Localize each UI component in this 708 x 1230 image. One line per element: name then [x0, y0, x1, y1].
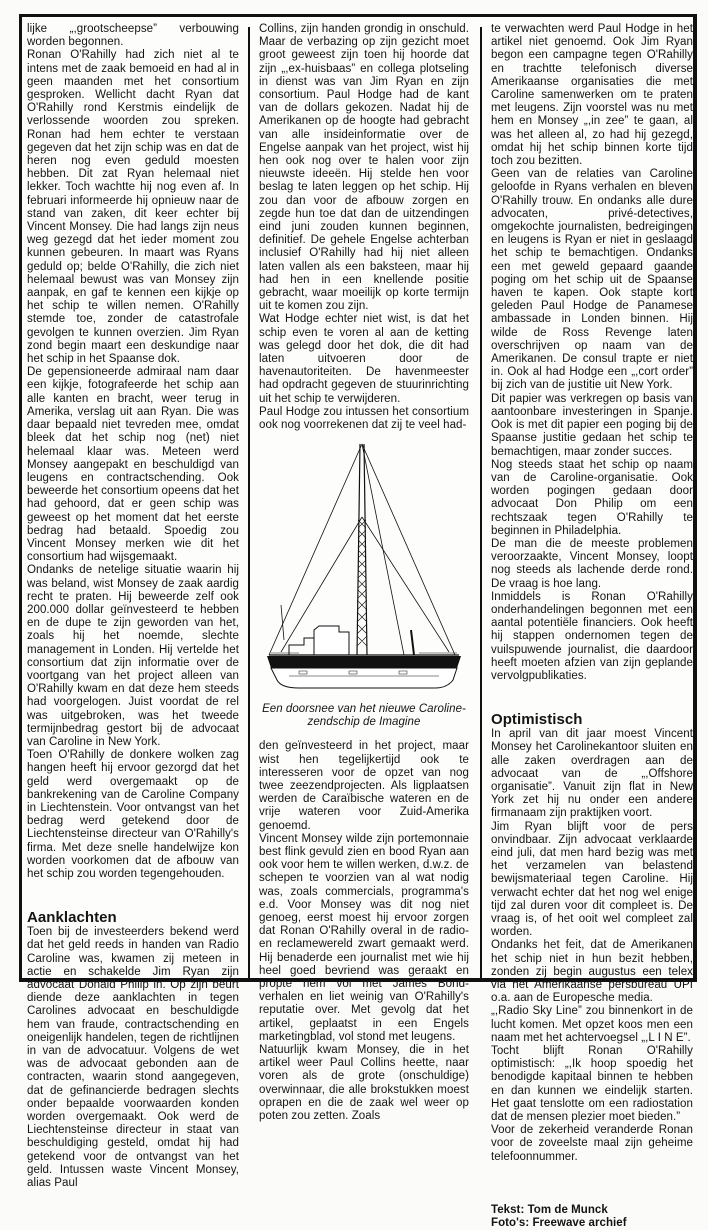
ship-illustration — [259, 440, 469, 700]
paragraph: Jim Ryan blijft voor de pers onvindbaar. Zijn advocaat verklaarde eind juli, dat men hard bezig was met het verzamelen van belastend bewijsmateriaal tegen Caroline. Hij verwacht echter dat het nog wel enige tijd zal duren voor dit compleet is. De vraag is, of het ooit wel compleet zal worden. — [491, 820, 693, 939]
column-divider — [248, 27, 250, 978]
article-credits — [491, 1204, 693, 1230]
paragraph: De man die de meeste problemen veroorzaakte, Vincent Monsey, loopt nog steeds als lachende derde rond. De vraag is hoe lang. — [491, 537, 693, 590]
caption-line: Een doorsnee van het nieuwe Caroline- — [262, 703, 466, 716]
paragraph: Ondanks het feit, dat de Amerikanen het schip niet in hun bezit hebben, zonden zij begin augustus een telex via het Amerikaanse persbureau UPI o.a. aan de Europesche media. — [491, 939, 693, 1005]
article-column-3 — [491, 17, 693, 1229]
paragraph: „,Radio Sky Line” zou binnenkort in de lucht komen. Met opzet koos men een naam met het achtervoegsel „,L I N E”. — [491, 1005, 693, 1044]
article-column-2 — [259, 17, 469, 1122]
paragraph: Vincent Monsey wilde zijn portemonnaie best flink gevuld zien en bood Ryan aan ook voor hem te willen werken, d.w.z. de schepen te voorzien van al wat nodig was, zoals commercials, programma's e.d. Voor Monsey was dit nog niet genoeg, eerst moest hij ervoor zorgen dat Ronan O'Rahilly overal in de radio- en reclamewereld zwart gemaakt werd. Hij benaderde een journalist met wie hij heel goed bevriend was geraakt en propte hem vol met James Bond-verhalen en liet weinig van O'Rahilly's reputatie over. Met gevolg dat het artikel, geplaatst in een Engels marketingblad, vol stond met leugens. — [259, 832, 469, 1043]
section-heading-optimistisch: Optimistisch — [491, 711, 583, 729]
paragraph: In april van dit jaar moest Vincent Monsey het Carolinekantoor sluiten en alle zaken overdragen aan de advocaat van de „,Offshore organisatie”. Vanuit zijn flat in New York zet hij nu onder een andere firmanaam zijn praktijken voort. — [491, 728, 693, 820]
paragraph: Collins, zijn handen grondig in onschuld. Maar de verbazing op zijn gezicht moet groot geweest zijn toen hij hoorde dat zijn „,ex-huisbaas” en collega plotseling in dienst was van Jim Ryan en zijn consortium. Paul Hodge had de kant van de dollars gekozen. Nadat hij de Amerikanen op de hoogte had gebracht van alle insideinformatie over de Engelse aanpak van het project, wist hij hen ook nog over te halen voor zijn nieuwste ideeën. Hij stelde hen voor beslag te laten leggen op het schip. Hij zou dan voor de afbouw zorgen en zegde hun toe dat dan de uitzendingen eind juni zouden kunnen beginnen, definitief. De gehele Engelse achterban inclusief O'Rahilly had hij niet alleen laten vallen als een baksteen, maar hij had hen in een knellende positie gebracht, waar moeilijk op korte termijn uit te komen zou zijn. — [259, 23, 469, 313]
text-credit: Tekst: Tom de Munck — [491, 1203, 608, 1216]
paragraph: Wat Hodge echter niet wist, is dat het schip even te voren al aan de ketting was gelegd door het dok, die dit had laten uitvoeren door de havenautoriteiten. De havenmeester had opdracht gegeven de stuurinrichting uit het schip te verwijderen. — [259, 313, 469, 405]
paragraph: Toen O'Rahilly de donkere wolken zag hangen heeft hij ervoor gezorgd dat het geld werd overgemaakt op de bankrekening van de Caroline Company in Liechtenstein. Voor ontvangst van het bedrag werd getekend door de Liechtensteinse directeur van O'Rahilly's firma. Met deze snelle handelwijze kon worden voorkomen dat de afbouw van het schip zou worden tegengehouden. — [27, 749, 239, 880]
photo-credit: Foto's: Freewave archief — [491, 1216, 627, 1229]
paragraph: Tocht blijft Ronan O'Rahilly optimistisch: „,Ik hoop spoedig het benodigde kapitaal binnen te hebben en dan kunnen we eindelijk starten. Het gaat tenslotte om een radiostation dat de mensen plezier moet bieden.” — [491, 1045, 693, 1124]
paragraph: Ondanks de netelige situatie waarin hij was beland, wist Monsey de zaak aardig recht te praten. Hij beweerde zelf ook 200.000 dollar geïnvesteerd te hebben en de dupe te zijn geworden van het, zoals hij het noemde, slechte management in Londen. Hij vertelde het consortium dat zijn informatie over de voortgang van het project alleen van O'Rahilly kwam en dat deze hem steeds had voorgelogen. Juist voordat de rel was uitgebroken, was het tweede termijnbedrag gestort bij de advocaat van Caroline in New York. — [27, 564, 239, 748]
article-frame — [19, 14, 697, 1229]
paragraph: Geen van de relaties van Caroline geloofde in Ryans verhalen en bleven O'Rahilly trouw. En ondanks alle dure advocaten, privé-detectives, omgekochte journalisten, bedreigingen en leugens is Ryan er niet in geslaagd het schip te bemachtigen. Ondanks een met geweld gepaard gaande poging om het schip uit de Spaanse haven te kapen. Ook stapte kort geleden Paul Hodge de Panamese ambassade in Londen binnen. Hij wilde de Ross Revenge laten overschrijven op naam van de Amerikanen. De consul trapte er niet in. Ook al had Hodge een „,cort order” bij zich van de justitie uit New York. — [491, 168, 693, 392]
paragraph: Natuurlijk kwam Monsey, die in het artikel weer Paul Collins heette, naar voren als de grote (onschuldige) overwinnaar, die alle brokstukken moest oprapen en die de zaak wel weer op poten zou zetten. Zoals — [259, 1043, 469, 1122]
article-column-1 — [27, 17, 239, 1190]
paragraph: Ronan O'Rahilly had zich niet al te intens met de zaak bemoeid en had al in geen maanden met het consortium gesproken. Wellicht dacht Ryan dat O'Rahilly rond Kerstmis eindelijk de verlossende woorden zou spreken. Ronan had hem echter te verstaan gegeven dat het zijn schip was en dat de heren nog even geduld moesten hebben. Dit zat Ryan helemaal niet lekker. Toch wachtte hij nog even af. In februari informeerde hij opnieuw naar de stand van zaken, dit keer echter bij Vincent Monsey. Die had langs zijn neus weg gezegd dat het ieder moment zou kunnen gebeuren. In maart was Ryans geduld op; belde O'Rahilly, die zich niet helemaal bewust was van Monsey zijn aanpak, en gaf te kennen een kijkje op het schip te willen nemen. O'Rahilly stemde toe, zonder de catastrofale gevolgen te kunnen overzien. Jim Ryan zond begin maart een deskundige naar het schip in het Spaanse dok. — [27, 49, 239, 366]
column-divider — [480, 27, 482, 978]
ship-figure — [259, 440, 469, 728]
paragraph: Paul Hodge zou intussen het consortium ook nog voorrekenen dat zij te veel had- — [259, 405, 469, 432]
paragraph: De gepensioneerde admiraal nam daar een kijkje, fotografeerde het schip aan alle kanten en bracht, weer terug in Amerika, verslag uit aan Ryan. Die was daar bepaald niet tevreden mee, omdat bleek dat het schip nog (net) niet helemaal klaar was. Meteen werd Monsey aangepakt en beschuldigd van leugens en contractschending. Ook beweerde het consortium opeens dat het had gehoord, dat er geen schip was geweest op het moment dat het eerste bedrag had betaald. Spoedig zou Vincent Monsey merken wie dit het consortium had wijsgemaakt. — [27, 366, 239, 564]
paragraph: Voor de zekerheid veranderde Ronan voor de zoveelste maal zijn geheime telefoonnummer. — [491, 1124, 693, 1163]
paragraph: Inmiddels is Ronan O'Rahilly onderhandelingen begonnen met een aantal potentiële financiers. Ook heeft hij stappen ondernomen tegen de vuilspuwende journalist, die daardoor heeft moeten afzien van zijn geplande vervolgpublikaties. — [491, 590, 693, 682]
paragraph: lijke „,grootscheepse” verbouwing worden begonnen. — [27, 23, 239, 49]
paragraph: den geïnvesteerd in het project, maar wist hen tegelijkertijd ook te interesseren voor de opzet van nog twee zeezendprojecten. Als ligplaatsen werden de Caraïbische wateren en de vrije wateren voor Zuid-Amerika genoemd. — [259, 740, 469, 832]
paragraph: Toen bij de investeerders bekend werd dat het geld reeds in handen van Radio Caroline was, kwamen zij meteen in actie en schakelde Jim Ryan zijn advocaat Donald Philip in. Op zijn beurt diende deze aanklachten in tegen Carolines advocaat en beschuldigde hem van fraude, contractschending en oneigenlijk handelen, tegen de richtlijnen in van de advocatuur. Volgens de wet was de advocaat gebonden aan de contracten, waarin stond aangegeven, dat de gefinancierde bedragen slechts onder bepaalde voorwaarden konden worden overgemaakt. Ook werd de Liechtensteinse directeur in staat van beschuldiging gesteld, omdat hij had getekend voor de ontvangst van het geld. Intussen waste Vincent Monsey, alias Paul — [27, 926, 239, 1190]
paragraph: Dit papier was verkregen op basis van aantoonbare investeringen in Spanje. Ook is met dit papier een poging bij de Spaanse justitie gedaan het schip te bemachtigen, maar zonder succes. — [491, 392, 693, 458]
section-heading-aanklachten: Aanklachten — [27, 909, 117, 927]
paragraph: Nog steeds staat het schip op naam van de Caroline-organisatie. Ook worden pogingen gedaan door advocaat Don Philip om een rechtszaak tegen O'Rahilly te beginnen in Philadelphia. — [491, 458, 693, 537]
figure-caption — [259, 703, 469, 728]
caption-line: zendschip de Imagine — [307, 715, 421, 728]
paragraph: te verwachten werd Paul Hodge in het artikel niet genoemd. Ook Jim Ryan begon een campagne tegen O'Rahilly en trachtte telefonisch diverse Amerikaanse organisaties die met Caroline samenwerken om te praten met leugens. Zijn voorstel was nu met hem en Monsey „,in zee” te gaan, al was het alleen al, zo had hij gezegd, omdat hij het schip binnen korte tijd toch zou bezitten. — [491, 23, 693, 168]
